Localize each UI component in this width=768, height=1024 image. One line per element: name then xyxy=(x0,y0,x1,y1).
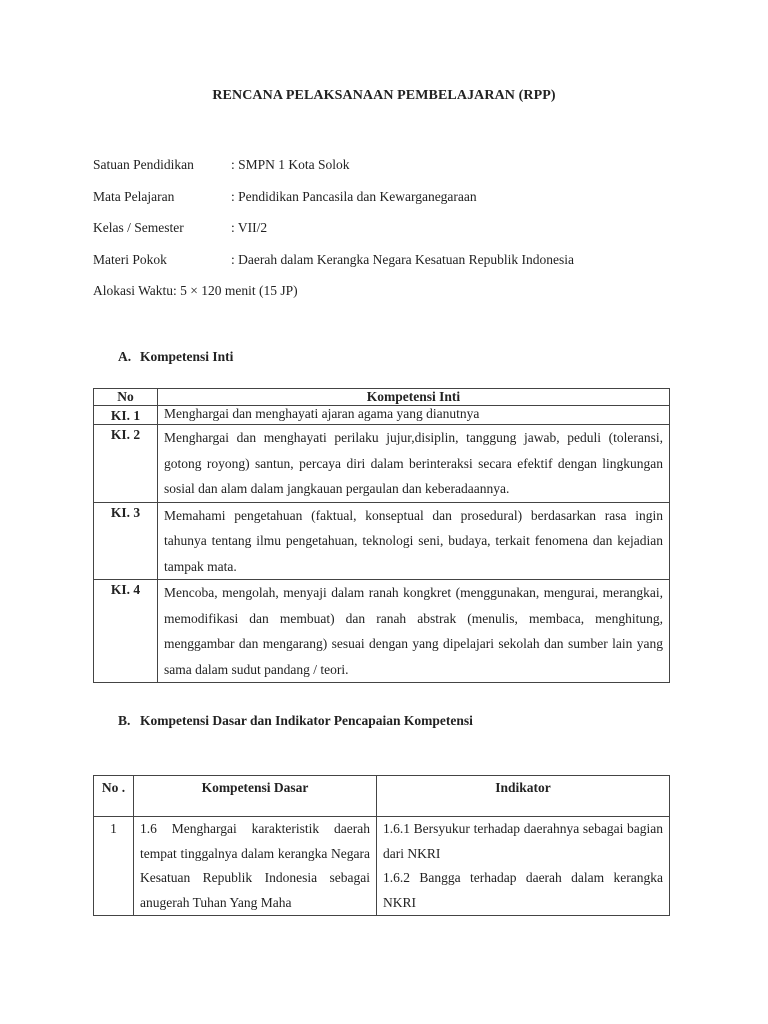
ki-number: KI. 4 xyxy=(94,580,158,683)
ki-number: KI. 1 xyxy=(94,406,158,425)
table-header-row xyxy=(94,776,670,817)
alokasi-waktu: Alokasi Waktu: 5 × 120 menit (15 JP) xyxy=(93,283,298,298)
section-a-letter: A. xyxy=(118,349,132,364)
section-a-heading xyxy=(118,349,233,365)
ki-text: Memahami pengetahuan (faktual, konseptual dan prosedural) berdasarkan rasa ingin tahunya tentang ilmu pengetahuan, teknologi seni, budaya, terkait fenomena dan kejadian tampak mata. xyxy=(158,502,670,580)
ki-text: Menghargai dan menghayati perilaku jujur,disiplin, tanggung jawab, peduli (toleransi, gotong royong) santun, percaya diri dalam berinteraksi secara efektif dengan lingkungan sosial dan alam dalam jangkauan pergaulan dan keberadaannya. xyxy=(158,425,670,503)
section-b-title: Kompetensi Dasar dan Indikator Pencapaian Kompetensi xyxy=(140,713,473,728)
indikator-item: 1.6.1 Bersyukur terhadap daerahnya sebagai bagian dari NKRI xyxy=(383,821,663,861)
column-header-no: No xyxy=(94,389,158,406)
indikator-cell xyxy=(377,817,670,916)
identity-label: Mata Pelajaran xyxy=(93,188,175,204)
table-row xyxy=(94,502,670,580)
identity-value: : VII/2 xyxy=(231,220,268,235)
kompetensi-dasar-table xyxy=(93,775,670,916)
table-row xyxy=(94,817,670,916)
identity-value: : Pendidikan Pancasila dan Kewarganegaraan xyxy=(231,188,477,204)
ki-text: Mencoba, mengolah, menyaji dalam ranah kongkret (menggunakan, mengurai, merangkai, memodifikasi dan membuat) dan ranah abstrak (menulis, membaca, menghitung, menggambar dan mengarang) sesuai dengan yang dipelajari sekolah dan sumber lain yang sama dalam sudut pandang / teori. xyxy=(158,580,670,683)
ki-number: KI. 2 xyxy=(94,425,158,503)
column-header-kompetensi-dasar: Kompetensi Dasar xyxy=(134,776,377,817)
column-header-indikator: Indikator xyxy=(377,776,670,817)
kompetensi-inti-table xyxy=(93,388,670,683)
document-title: RENCANA PELAKSANAAN PEMBELAJARAN (RPP) xyxy=(212,88,556,103)
identity-value: : Daerah dalam Kerangka Negara Kesatuan Republik Indonesia xyxy=(231,251,574,267)
identity-value: : SMPN 1 Kota Solok xyxy=(231,157,350,172)
identity-label: Satuan Pendidikan xyxy=(93,157,194,172)
table-header-row xyxy=(94,389,670,406)
table-row xyxy=(94,425,670,503)
kd-text: 1.6 Menghargai karakteristik daerah tempat tinggalnya dalam kerangka Negara Kesatuan Republik Indonesia sebagai anugerah Tuhan Yang Maha xyxy=(134,817,377,916)
column-header-kompetensi-inti: Kompetensi Inti xyxy=(158,389,670,406)
table-row xyxy=(94,406,670,425)
identity-label: Kelas / Semester xyxy=(93,220,184,235)
section-b-letter: B. xyxy=(118,713,131,728)
section-a-title: Kompetensi Inti xyxy=(140,349,234,364)
section-b-heading xyxy=(118,713,473,729)
column-header-no: No . xyxy=(94,776,134,817)
kd-number: 1 xyxy=(94,817,134,916)
ki-text: Menghargai dan menghayati ajaran agama yang dianutnya xyxy=(158,406,670,425)
table-row xyxy=(94,580,670,683)
indikator-item: 1.6.2 Bangga terhadap daerah dalam kerangka NKRI xyxy=(383,870,663,910)
identity-label: Materi Pokok xyxy=(93,251,167,267)
ki-number: KI. 3 xyxy=(94,502,158,580)
